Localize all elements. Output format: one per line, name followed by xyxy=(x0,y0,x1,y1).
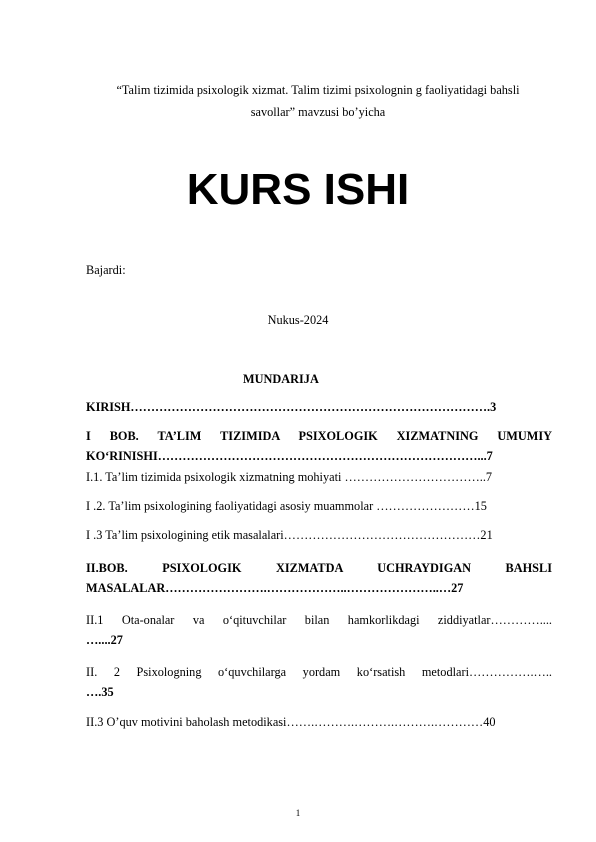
topic-line-2: savollar” mavzusi bo’yicha xyxy=(250,105,386,119)
toc-entry-bob2-line2: MASALALAR…………………….………………..…………………..…27 xyxy=(86,581,464,595)
place-year: Nukus-2024 xyxy=(267,313,329,327)
toc-entry-1-2: I .2. Ta’lim psixologining faoliyatidagi asosiy muammolar ……………………15 xyxy=(86,499,487,513)
toc-entry-2-1-line2: …....27 xyxy=(86,633,123,647)
toc-entry-1-3: I .3 Ta’lim psixologining etik masalalari…………………………………………21 xyxy=(86,528,493,542)
toc-entry-kirish: KIRISH…………………………………………………………………………….3 xyxy=(86,400,497,414)
toc-entry-2-2-line2: ….35 xyxy=(86,685,114,699)
author-label: Bajardi: xyxy=(86,263,126,277)
toc-title: MUNDARIJA xyxy=(243,372,319,386)
toc-entry-2-3: II.3 O’quv motivini baholash metodikasi…….……….……….……….…………40 xyxy=(86,715,496,729)
toc-entry-bob1-line1: I BOB. TA’LIM TIZIMIDA PSIXOLOGIK XIZMATNING UMUMIY xyxy=(86,429,552,443)
course-topic xyxy=(70,79,566,123)
toc-entry-2-1-line1: II.1 Ota-onalar va o‘qituvchilar bilan hamkorlikdagi ziddiyatlar………….... xyxy=(86,613,552,627)
toc-entry-bob2-line1: II.BOB. PSIXOLOGIK XIZMATDA UCHRAYDIGAN BAHSLI xyxy=(86,561,552,575)
page-number: 1 xyxy=(295,808,301,818)
table-of-contents xyxy=(86,400,552,730)
toc-entry-1-1: I.1. Ta’lim tizimida psixologik xizmatning mohiyati ……………………………..7 xyxy=(86,470,493,484)
toc-entry-bob1-line2: KO‘RINISHI……………………………………………………………………...7 xyxy=(86,449,493,463)
topic-line-1: “Talim tizimida psixologik xizmat. Talim tizimi psixolognin g faoliyatidagi bahsli xyxy=(116,83,520,97)
toc-entry-2-2-line1: II. 2 Psixologning o‘quvchilarga yordam ko‘rsatish metodlari…………….….. xyxy=(86,665,552,679)
document-title: KURS ISHI xyxy=(186,165,410,214)
